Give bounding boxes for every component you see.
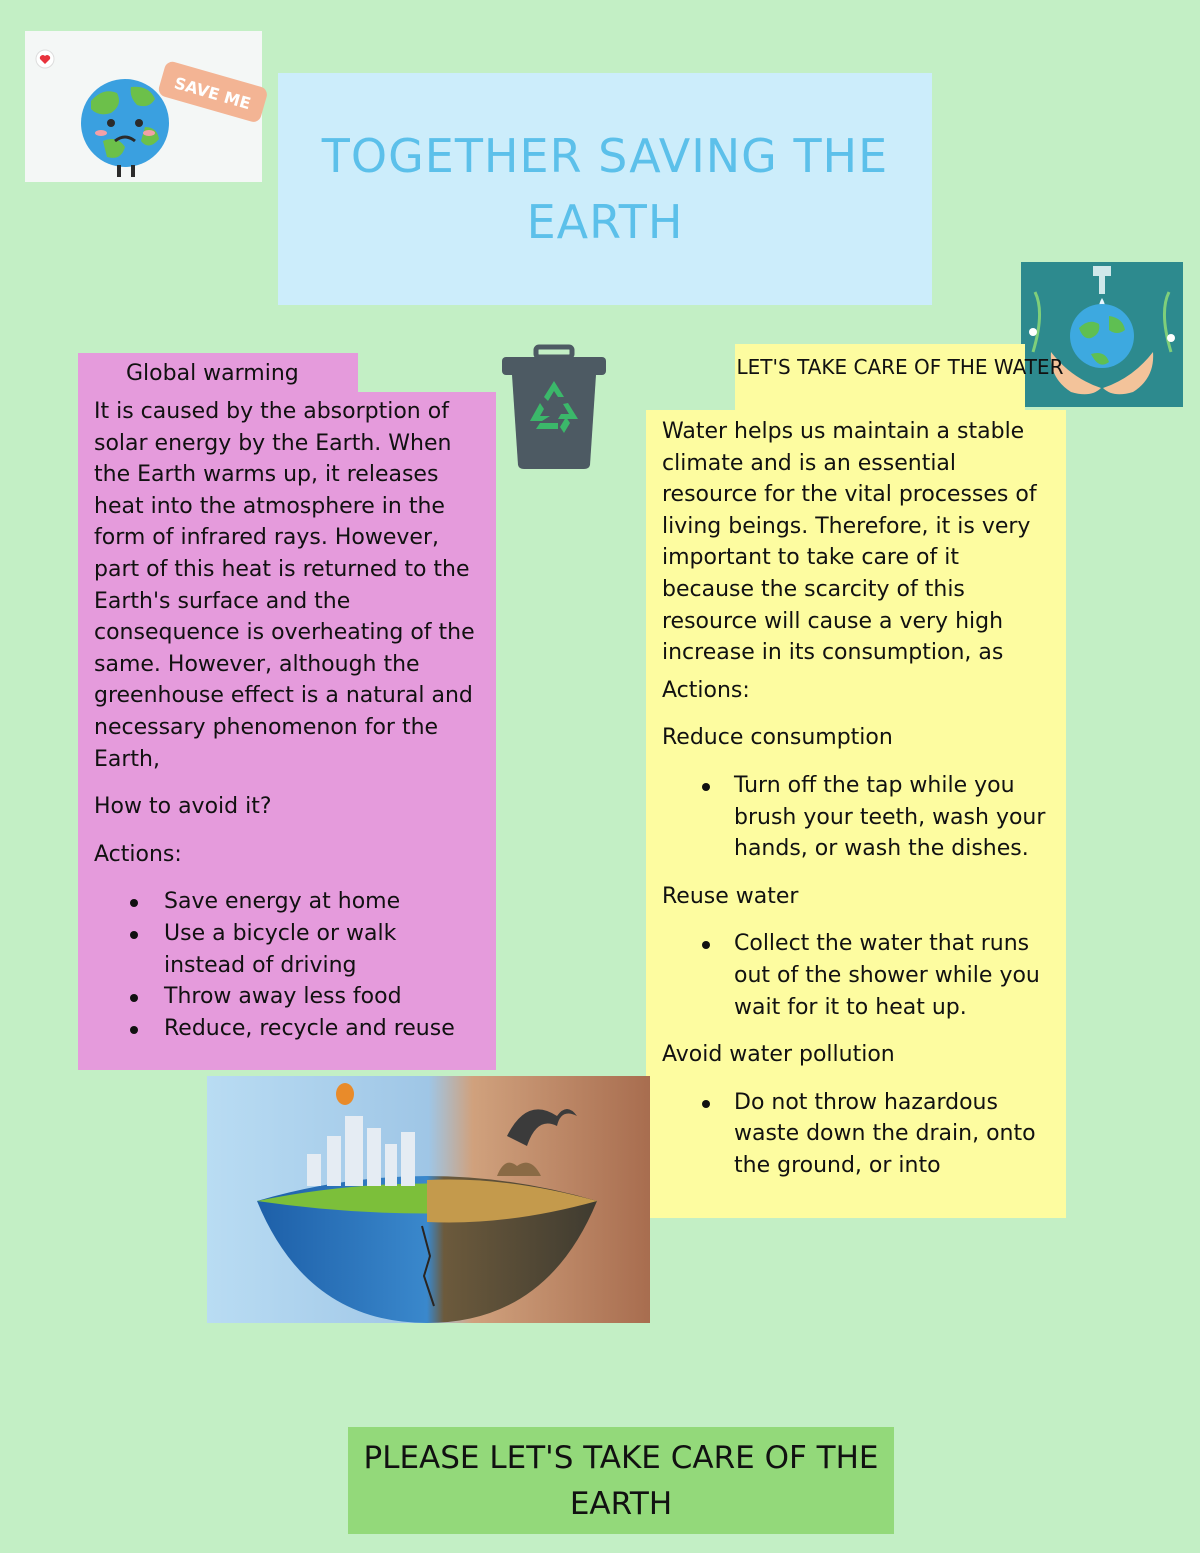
list-item: Use a bicycle or walk instead of driving bbox=[94, 918, 484, 981]
footer-message: PLEASE LET'S TAKE CARE OF THE EARTH bbox=[363, 1439, 879, 1522]
water-panel bbox=[646, 410, 1066, 1218]
water-section-list bbox=[662, 770, 1057, 865]
list-item: Collect the water that runs out of the shower while you wait for it to heat up. bbox=[662, 928, 1057, 1023]
list-item: Do not throw hazardous waste down the drain, onto the ground, or into bbox=[662, 1087, 1057, 1182]
water-heading: LET'S TAKE CARE OF THE WATER bbox=[736, 355, 1064, 379]
global-warming-panel bbox=[78, 392, 496, 1070]
water-actions-label: Actions: bbox=[662, 677, 750, 703]
water-section-title: Reduce consumption bbox=[662, 725, 893, 751]
list-item: Turn off the tap while you brush your teeth, wash your hands, or wash the dishes. bbox=[662, 770, 1057, 865]
list-item: Save energy at home bbox=[94, 886, 484, 918]
half-green-half-polluted-earth-icon bbox=[207, 1076, 650, 1323]
water-section-title: Avoid water pollution bbox=[662, 1042, 895, 1068]
water-heading-box bbox=[735, 344, 1064, 410]
global-warming-actions-list bbox=[94, 886, 484, 1044]
water-section-list bbox=[662, 928, 1057, 1023]
list-item: Throw away less food bbox=[94, 981, 484, 1013]
hands-holding-earth-water-icon bbox=[1021, 262, 1183, 407]
global-warming-actions-label: Actions: bbox=[94, 841, 182, 867]
water-section-list bbox=[662, 1087, 1057, 1182]
water-body: Water helps us maintain a stable climate and is an essential resource for the vital processes of living beings. Therefore, it is very important to take care of it because the scarcity of this resource will cause a very high increase in its consumption, as bbox=[662, 419, 1037, 666]
global-warming-heading-box bbox=[78, 353, 358, 393]
recycle-bin-icon bbox=[498, 345, 610, 470]
page-title: TOGETHER SAVING THE EARTH bbox=[321, 129, 889, 249]
water-section-title: Reuse water bbox=[662, 883, 799, 909]
global-warming-heading: Global warming bbox=[126, 361, 299, 386]
title-banner bbox=[278, 73, 932, 305]
global-warming-body: It is caused by the absorption of solar energy by the Earth. When the Earth warms up, it releases heat into the atmosphere in the form of infrared rays. However, part of this heat is returned to the Earth's surface and the consequence is overheating of the same. However, although the greenhouse effect is a natural and necessary phenomenon for the Earth, bbox=[94, 399, 475, 772]
sad-earth-save-me-icon bbox=[25, 31, 262, 182]
svg-text:SAVE ME: SAVE ME bbox=[172, 73, 253, 114]
footer-banner bbox=[348, 1427, 894, 1534]
global-warming-question: How to avoid it? bbox=[94, 794, 272, 820]
list-item: Reduce, recycle and reuse bbox=[94, 1013, 484, 1045]
